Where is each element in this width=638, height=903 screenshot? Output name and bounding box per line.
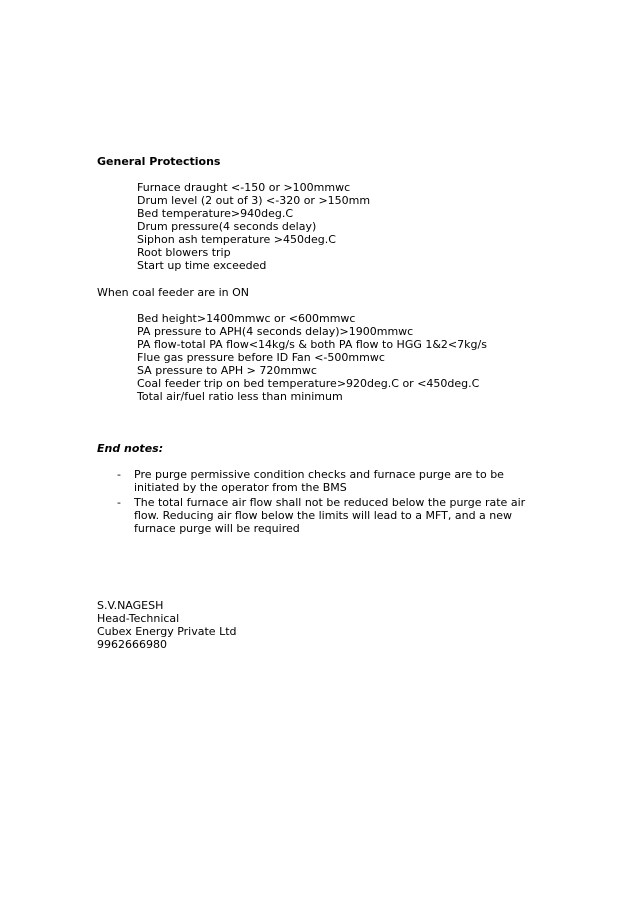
item-text: Flue gas pressure before ID Fan <-500mmwc <box>137 351 385 364</box>
list-item <box>0 468 534 494</box>
item-text: Total air/fuel ratio less than minimum <box>137 390 343 403</box>
item-text: PA flow-total PA flow<14kg/s & both PA flow to HGG 1&2<7kg/s <box>137 338 487 351</box>
coal-feeder-intro: When coal feeder are in ON <box>97 286 250 299</box>
list-item <box>0 496 534 535</box>
signature-block <box>97 599 237 651</box>
item-text: PA pressure to APH(4 seconds delay)>1900mmwc <box>137 325 414 338</box>
general-protections-heading: General Protections <box>97 155 221 168</box>
item-text: Bed height>1400mmwc or <600mmwc <box>137 312 356 325</box>
signatory-name: S.V.NAGESH <box>97 599 164 612</box>
dash-bullet: - <box>117 496 121 509</box>
phone-number: 9962666980 <box>97 638 167 651</box>
item-text: Bed temperature>940deg.C <box>137 207 294 220</box>
item-text: Start up time exceeded <box>137 259 267 272</box>
note-text: Pre purge permissive condition checks and furnace purge are to be initiated by the operator from the BMS <box>134 468 504 494</box>
item-text: Root blowers trip <box>137 246 231 259</box>
end-notes-list <box>0 468 534 537</box>
dash-bullet: - <box>117 468 121 481</box>
company-name: Cubex Energy Private Ltd <box>97 625 237 638</box>
item-text: Furnace draught <-150 or >100mmwc <box>137 181 351 194</box>
item-text: Drum pressure(4 seconds delay) <box>137 220 317 233</box>
item-text: Siphon ash temperature >450deg.C <box>137 233 336 246</box>
item-text: Drum level (2 out of 3) <-320 or >150mm <box>137 194 371 207</box>
signatory-title: Head-Technical <box>97 612 180 625</box>
item-text: SA pressure to APH > 720mmwc <box>137 364 317 377</box>
end-notes-heading: End notes: <box>97 442 164 455</box>
note-text: The total furnace air flow shall not be reduced below the purge rate air flow. Reducing air flow below the limits will lead to a MFT, and a new furnace purge will be required <box>134 496 526 535</box>
item-text: Coal feeder trip on bed temperature>920deg.C or <450deg.C <box>137 377 480 390</box>
